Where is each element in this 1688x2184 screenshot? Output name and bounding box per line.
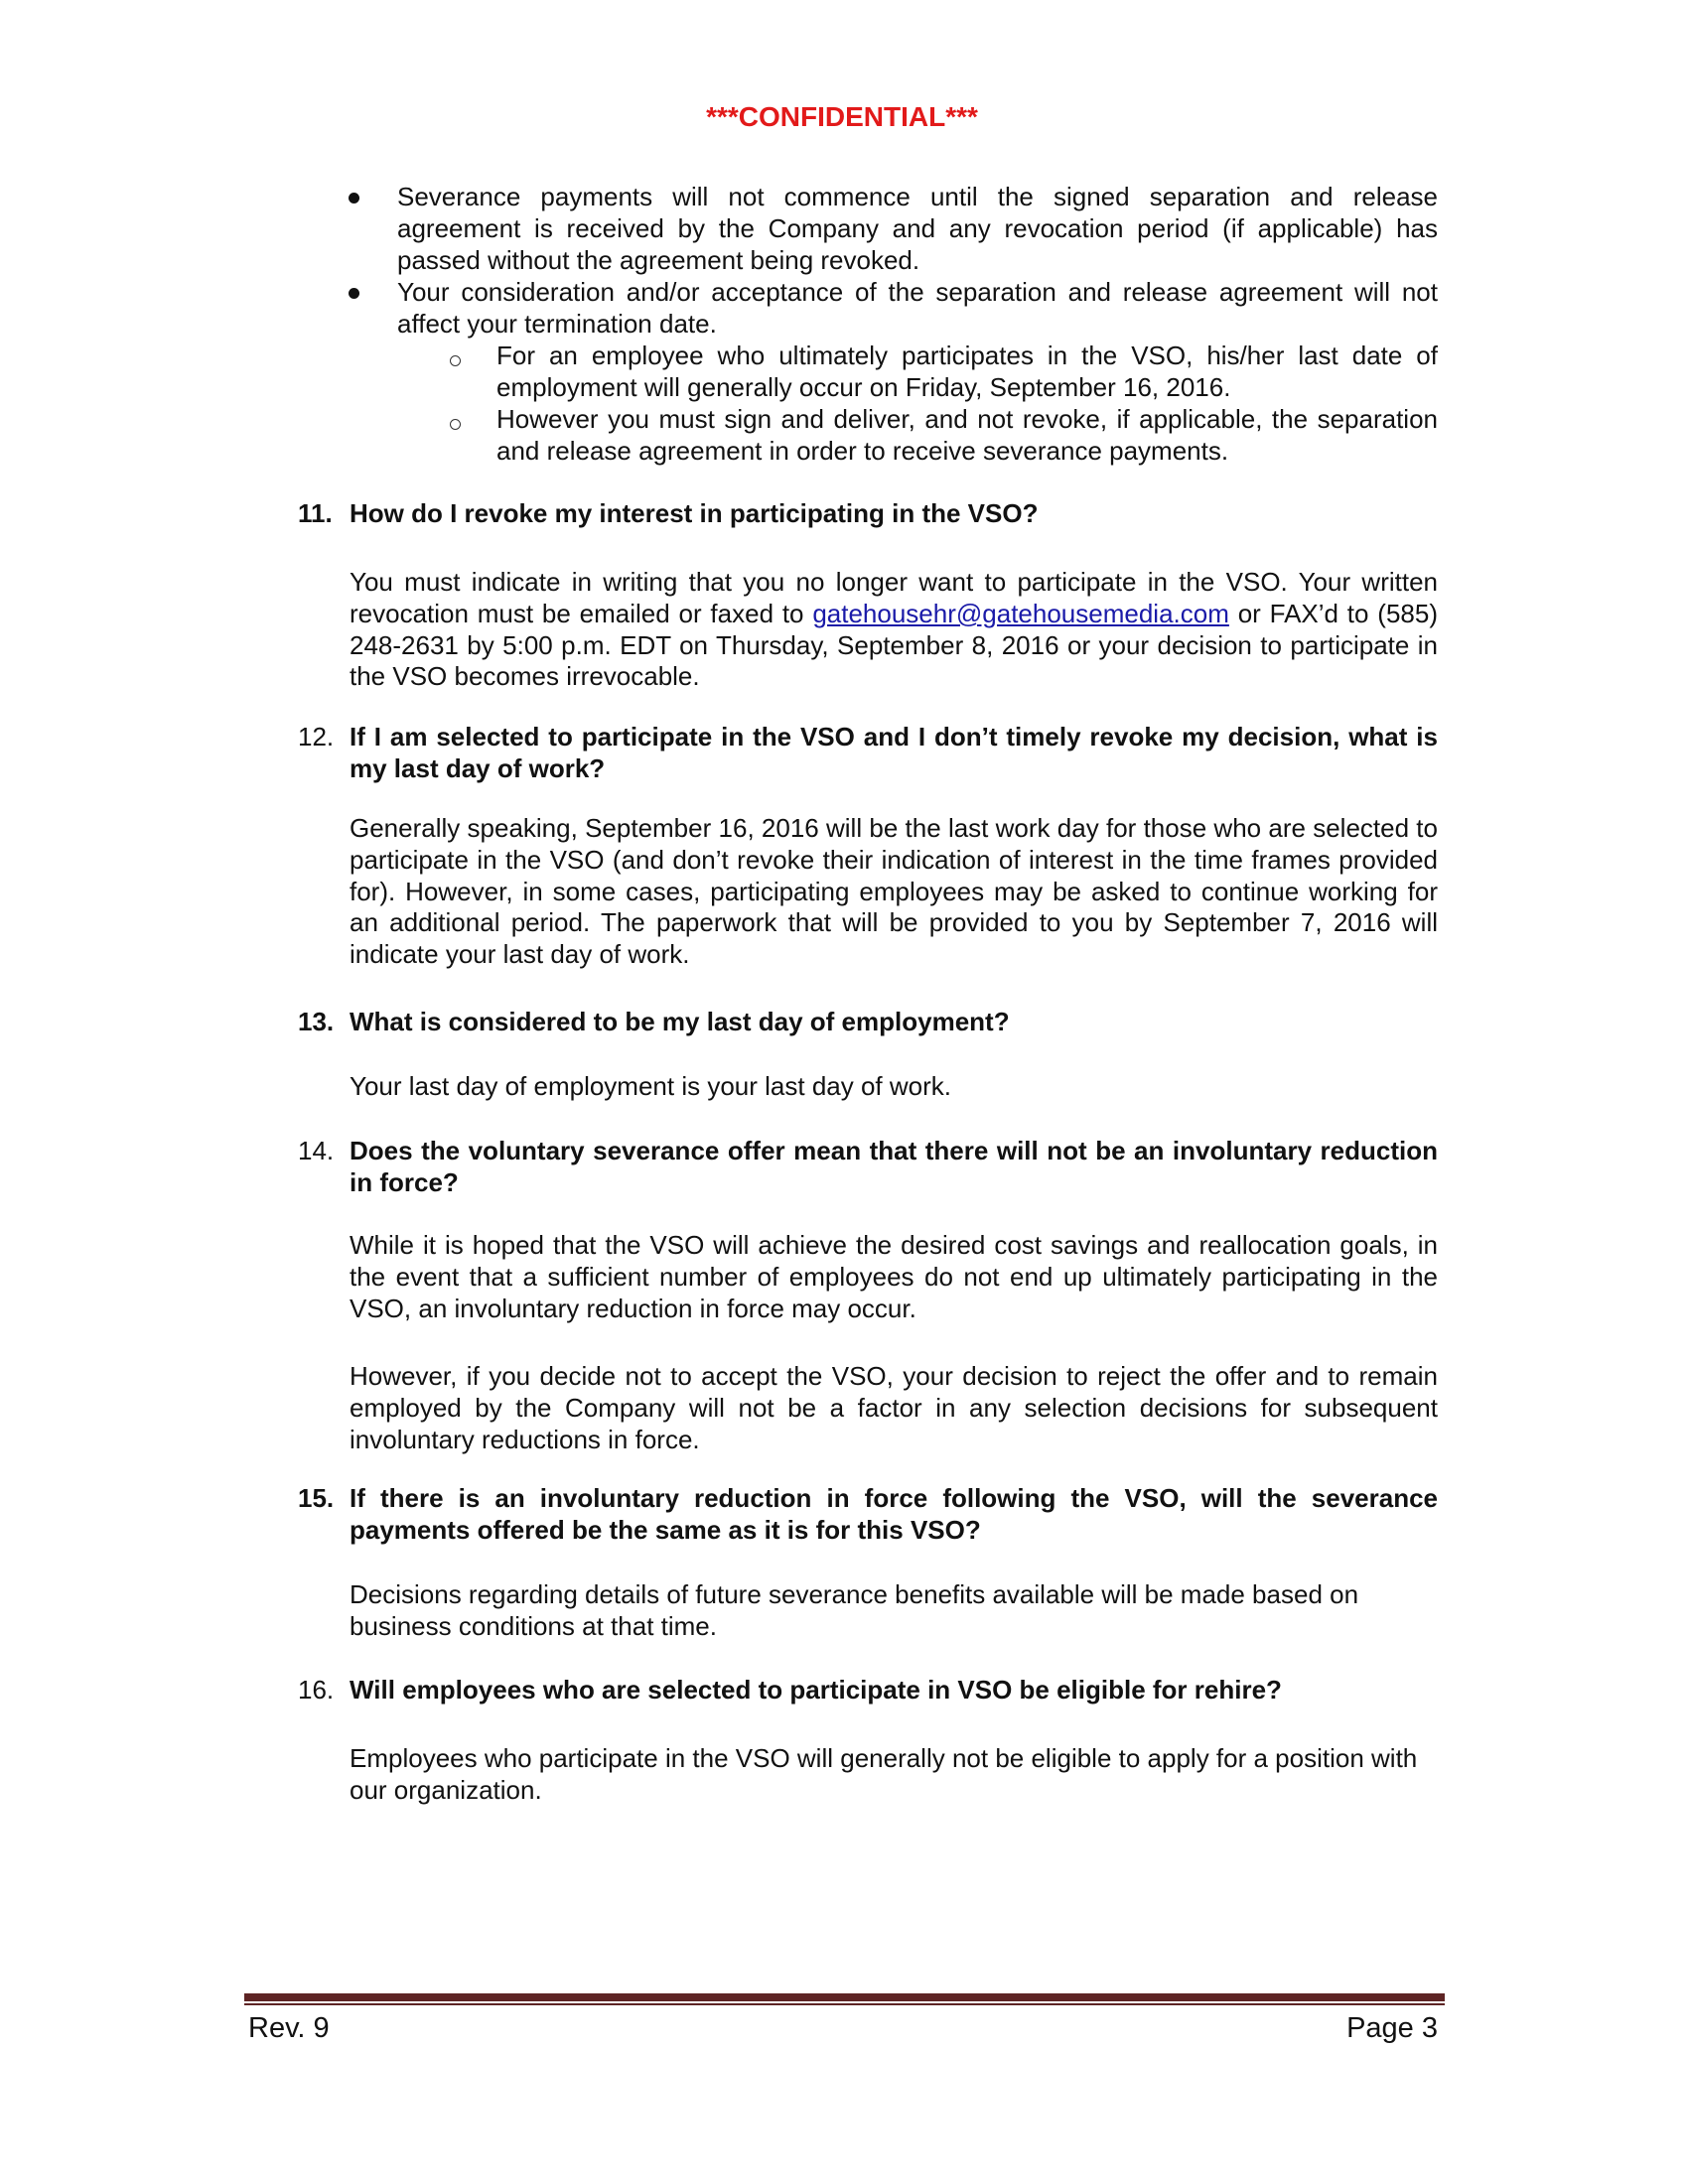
confidential-banner: ***CONFIDENTIAL***: [706, 101, 978, 132]
bullet-icon: [349, 288, 359, 299]
question-number: 12.: [298, 722, 335, 751]
question-number: 14.: [298, 1136, 335, 1165]
footer-rule-thin: [244, 2003, 1445, 2005]
bullet-icon: [349, 193, 359, 204]
question-title: If I am selected to participate in the VSO and I don’t timely revoke my decision, what is my last day of work?: [350, 722, 1438, 783]
circle-bullet-icon: [450, 419, 461, 430]
question-title: Will employees who are selected to participate in VSO be eligible for rehire?: [350, 1675, 1282, 1705]
answer-text: While it is hoped that the VSO will achieve the desired cost savings and reallocation goals, in the event that a sufficient number of employees do not end up ultimately participating in the VSO, an involuntary reduction in force may occur.: [350, 1230, 1438, 1323]
question-title: How do I revoke my interest in participating in the VSO?: [350, 498, 1039, 528]
answer-text-part: You must indicate in writing that you no longer want to participate in the VSO. Your written revocation must be emailed or faxed to: [350, 567, 1438, 628]
footer-rule: [244, 1993, 1445, 2001]
circle-bullet-icon: [450, 355, 461, 366]
question-number: 13.: [298, 1007, 335, 1036]
question-title: If there is an involuntary reduction in force following the VSO, will the severance payments offered be the same as it is for this VSO?: [350, 1483, 1438, 1545]
question-number: 11.: [298, 498, 333, 528]
answer-text: Decisions regarding details of future severance benefits available will be made based on business conditions at that time.: [350, 1579, 1359, 1641]
answer-text: Employees who participate in the VSO will generally not be eligible to apply for a position with our organization.: [350, 1743, 1418, 1805]
sub-bullet-item: However you must sign and deliver, and not revoke, if applicable, the separation and release agreement in order to receive severance payments.: [496, 404, 1438, 466]
answer-text: However, if you decide not to accept the VSO, your decision to reject the offer and to remain employed by the Company will not be a factor in any selection decisions for subsequent involuntary reductions in force.: [350, 1361, 1438, 1454]
bullet-item: Severance payments will not commence until the signed separation and release agreement is received by the Company and any revocation period (if applicable) has passed without the agreement being revoked.: [397, 182, 1438, 275]
answer-text: [350, 567, 1438, 693]
answer-text-part: or FAX’d to (585) 248-2631 by 5:00 p.m. EDT on Thursday, September 8, 2016 or your decision to participate in the VSO becomes irrevocable.: [350, 598, 1438, 692]
footer-page-number: Page 3: [1346, 2012, 1438, 2044]
question-title: Does the voluntary severance offer mean that there will not be an involuntary reduction in force?: [350, 1136, 1438, 1197]
answer-text: Your last day of employment is your last day of work.: [350, 1071, 951, 1101]
footer-revision: Rev. 9: [248, 2012, 330, 2044]
answer-text: Generally speaking, September 16, 2016 will be the last work day for those who are selected to participate in the VSO (and don’t revoke their indication of interest in the time frames provided for). However, in some cases, participating employees may be asked to continue working for an additional period. The paperwork that will be provided to you by September 7, 2016 will indicate your last day of work.: [350, 813, 1438, 970]
email-link[interactable]: gatehousehr@gatehousemedia.com: [812, 598, 1229, 628]
question-title: What is considered to be my last day of employment?: [350, 1007, 1010, 1036]
question-number: 16.: [298, 1675, 335, 1705]
question-number: 15.: [298, 1483, 335, 1513]
sub-bullet-item: For an employee who ultimately participates in the VSO, his/her last date of employment will generally occur on Friday, September 16, 2016.: [496, 341, 1438, 402]
bullet-item: Your consideration and/or acceptance of the separation and release agreement will not affect your termination date.: [397, 277, 1438, 339]
